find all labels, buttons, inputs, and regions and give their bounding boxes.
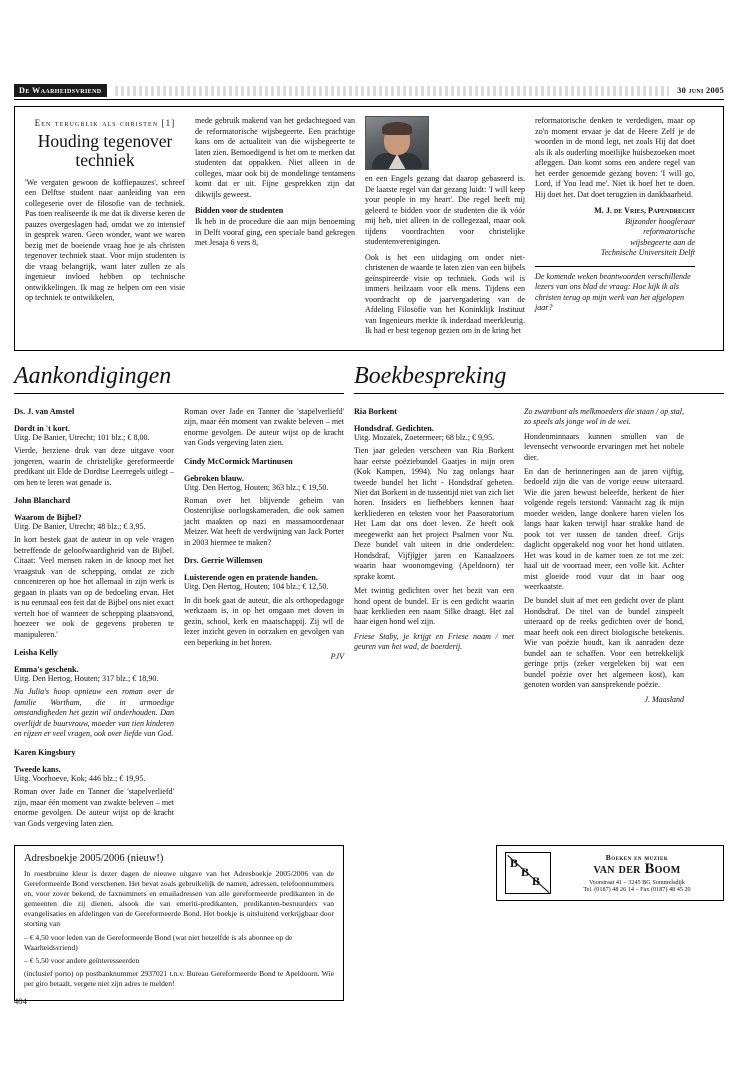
item-title: Emma's geschenk. <box>14 664 79 674</box>
price-item: – € 4,50 voor leden van de Gereformeerde Bond (wat niet hetzelfde is als abonnee op de Waarheidsvriend) <box>24 933 334 953</box>
advert-line-2: van der Boom <box>593 860 681 877</box>
adresboekje-footer: (inclusief porto) op postbanknummer 2937021 t.n.v. Bureau Gereformeerde Bond te Apeldoorn. Wie per giro betaalt, vergete niet zijn adres te melden! <box>24 969 334 989</box>
item-body: In kort bestek gaat de auteur in op vele vragen betreffende de geloofwaardigheid van de Bijbel. Citaat: 'Veel mensen raken in de knoop met het vraagstuk van de schepping, omdat ze zich concentreren op hoe het allemaal in zijn werk is gegaan in plaats van op de bedoeling ervan. Het is nu eenmaal een feit dat de Bijbel ons niet exact vertelt hoe of wanneer de schepping plaatsvond, hoezeer we ook de gegevens proberen te manipuleren.' <box>14 535 174 639</box>
article-column-1 <box>25 116 185 342</box>
advert-phone: Tel. (0187) 48 26 14 – Fax (0187) 48 45 20 <box>583 886 691 894</box>
signature-name: M. J. de Vries, Papendrecht <box>594 206 695 216</box>
article-afterword: De komende weken beantwoorden verschillende lezers van ons blad de vraag: Hoe kijk ik als christen terug op mijn werk van het afgelopen jaar? <box>535 266 695 314</box>
review-paragraph: De bundel sluit af met een gedicht over de plant Hondsdraf. De titel van de bundel zinspeelt uiteraard op de reeks gedichten over de hond, maar heeft ook een direct biologische betekenis. Wie van poëzie houdt, kan ik aanraden deze bundel aan te schaffen. Voor een betrekkelijk geringe prijs (zeker vergeleken bij wat een bundel poëzie over het algemeen kost), kan genoten worden van aansprekende poëzie. <box>524 596 684 690</box>
item-meta: Uitg. Voorhoeve, Kok; 446 blz.; € 19,95. <box>14 773 146 783</box>
item-body: Vierde, herziene druk van deze uitgave voor jongeren, waarin de christelijke gereformeerde predikant uit Elde de Dordtse Leerregels uitlegt – om hen te leren wat genade is. <box>14 446 174 487</box>
article-paragraph: Ook is het een uitdaging om onder niet-christenen de waarde te laten zien van een bijbels geïnspireerde visie op techniek. Gods wil is immers heilzaam voor elk mens. Tijdens een voordracht op de jaarvergadering van de Afdeling Filosofie van het Koninklijk Instituut van Ingenieurs merkte ik inderdaad meerkleurig. Ik had er best tegenop gezien om in de kring het <box>365 252 526 336</box>
price-item: – € 5,50 voor andere geïnteresseerden <box>24 956 334 966</box>
review-quote: Friese Staby, je krijgt en Friese naam / met geuren van het wad, de boerderij. <box>354 631 514 652</box>
item-meta: Uitg. Den Hertog, Houten; 104 blz.; € 12,50. <box>184 582 329 592</box>
article-column-2 <box>195 116 355 342</box>
review-paragraph: Hondenminnaars kunnen smullen van de levensecht verwoorde ervaringen met het nobele dier. <box>524 431 684 462</box>
review-paragraph: En dan de herinneringen aan de jaren vijftig, bedoeld zijn die van de vorige eeuw uiteraard. Wie die jaren bewust beleefde, herkent de hier volgende regels terstond: Vannacht zag ik mijn moeder weiden, lange donkere haren vielen los langs haar kaken terwijl haar strakke hand de pook tot ver tussen de tanden dreef. Grijs daglicht opgerakeld nog voor het hond uitlaten. Het was koud in de kamer toen ze tot me zei: haal uit de voorraad meer, een volle kit. Achter mist gloeide rood vuur dat in haar oog weerkaatste. <box>524 467 684 591</box>
masthead <box>14 84 724 100</box>
publisher-logo-icon: B B B <box>505 852 551 894</box>
review-paragraph: Tien jaar geleden verscheen van Ria Borkent haar eerste poëziebundel Gaatjes in mijn oren (Kok Kampen, 1994). Nu zag onlangs haar tweede bundel het licht - Hondsdraf geheten. Niet dat Borkent in de tussentijd niet van zich liet horen. Insiders en liefhebbers kennen haar kerkliederen en teksten voor het Paasoratorium Het Lam dat ons doet leven. Ze heeft ook meegewerkt aan het project Psalmen voor Nu. Deze bundel valt uiteen in drie onderdelen: Hondsdraf, Vijfjigjer jaren en Kanaalzoers waarin haar woonomgeving (Apeldoorn) ter sprake komt. <box>354 446 514 581</box>
section-rule <box>354 393 724 394</box>
item-author: Karen Kingsbury <box>14 747 76 757</box>
adresboekje-box <box>14 845 344 1001</box>
review-quote: Zo zwartbont als melkmoeders die staan / op stal, zo speels als jonge wol in de wei. <box>524 406 684 427</box>
publication-title: De Waarheidsvriend <box>14 84 107 97</box>
adresboekje-title: Adresboekje 2005/2006 (nieuw!) <box>24 852 164 864</box>
article-paragraph: Ik heb in de procedure die aan mijn benoeming in Delft vooraf ging, een speciale band gekregen met Jesaja 6 vers 8, <box>195 217 355 248</box>
review-initials: J. Maasland <box>644 694 684 704</box>
item-meta: Uitg. Den Hertog, Houten; 363 blz.; € 19,50. <box>184 482 329 492</box>
advert-address: Voorstraat 41 – 3245 BG Sommelsdijk <box>589 879 685 887</box>
article-subheading: Bidden voor de studenten <box>195 206 284 216</box>
signature-line: Technische Universiteit Delft <box>600 248 695 258</box>
announcements-column-2 <box>184 404 344 833</box>
review-author: Ria Borkent <box>354 406 397 416</box>
review-meta: Uitg. Mozaïek, Zoetermeer; 68 blz.; € 9,95. <box>354 432 495 442</box>
article-paragraph: en een Engels gezang dat daarop gebaseerd is. De laatste regel van dat gezang luidt: 'I will keep your people in my heart'. Die regel heeft mij geleerd te bidden voor de studenten die ik vóór mij heb, niet alleen in de collegezaal, maar ook tijdens voordrachten voor christelijke studentenverenigingen. <box>365 174 525 247</box>
advert-text <box>559 853 715 893</box>
article-paragraph: mede gebruik makend van het gedachtegoed van de reformatorische wijsbegeerte. Een prachtige kans om de actualiteit van die wijsbegeerte te laten zien. Bemoedigend is het om te merken dat studenten dat oppakken. Niet alleen in de colleges, maar ook bij de mondelinge tentamens komt dat er uit. Fijne gesprekken zijn dat dikwijls geweest. <box>195 116 355 199</box>
lower-columns <box>14 404 724 833</box>
section-rule <box>14 393 344 394</box>
announcements-column-1 <box>14 404 174 833</box>
article-column-3 <box>365 116 525 342</box>
item-initials: PJV <box>330 651 344 661</box>
author-portrait <box>365 116 429 170</box>
item-author: Cindy McCormick Martinusen <box>184 456 293 466</box>
item-meta: Uitg. De Banier, Utrecht; 101 blz.; € 8,00. <box>14 432 150 442</box>
advert-line-1: Boeken en muziek <box>605 852 669 862</box>
page-sheet <box>14 84 724 1001</box>
review-column-2 <box>524 404 684 833</box>
item-title: Tweede kans. <box>14 764 61 774</box>
section-heading-review: Boekbespreking <box>354 362 507 389</box>
article-kicker: Een terugblik als christen [1] <box>34 118 176 128</box>
feature-article <box>14 106 724 351</box>
item-body: Roman over Jade en Tanner die 'stapelverliefd' zijn, maar één moment van zwakte beleven – met enorme gevolgen. De auteur wijst op de kracht van Gods vergeving laten zien. <box>14 787 174 828</box>
item-title: Gebroken blauw. <box>184 473 244 483</box>
adresboekje-body: In roestbruine kleur is dezer dagen de nieuwe uitgave van het Adresboekje 2005/2006 van de Gereformeerde Bond verschenen. Het bevat zoals gebruikelijk de namen, adressen, telefoonnummers en, voor zover bekend, de faxnummers en emailadressen van alle gereformeerde predikanten in de gemeenten die zij dienen, alsook die van emeriti-predikanten, predikanten-bestuurders van evangelisaties en afdelingen van de Gereformeerde Bond. Het boekje is uitsluitend verkrijgbaar door storting van <box>24 868 334 929</box>
review-title: Hondsdraf. Gedichten. <box>354 423 434 433</box>
signature-line: Bijzonder hoogleraar <box>625 216 695 226</box>
item-author: Ds. J. van Amstel <box>14 406 75 416</box>
item-title: Luisterende ogen en pratende handen. <box>184 573 318 583</box>
page-number: 404 <box>14 996 27 1006</box>
article-column-4 <box>535 116 695 342</box>
review-paragraph: Met twintig gedichten over het bezit van een hond opent de bundel. Er is een gedicht waarin haar kerklieden een naam Silke draagt. Het zal haar eigen hond wel zijn. <box>354 586 514 627</box>
item-body: Na Julia's hoop opnieuw een roman over de familie Wortham, die in armoedige omstandigheden het gezin wil onderhouden. Dan overlijdt de buurvrouw, moeder van tien kinderen en rijzen er veel vragen, ook over liefde van God. <box>14 687 174 739</box>
article-paragraph: reformatorische denken te verdedigen, maar op zo'n moment ervaar je dat de Heere Zelf je de woorden in de mond legt, net zoals Hij dat doet als ik als ouderling moeilijke huisbezoeken moet afleggen. Dan komt soms een andere regel van het eerder genoemde gezang boven: 'I will go, Lord, if You lead me'. Niet ik hoef het te doen. Hij doet het. Dat doet terugzien in dankbaarheid. <box>535 116 695 199</box>
item-title: Dordt in 't kort. <box>14 423 70 433</box>
review-column-1 <box>354 404 514 833</box>
page-title: Houding tegenover techniek <box>37 131 173 170</box>
item-author: John Blanchard <box>14 496 71 505</box>
masthead-rule <box>115 86 670 96</box>
signature-line: wijsbegeerte aan de <box>630 237 695 247</box>
issue-date: 30 juni 2005 <box>677 86 724 95</box>
item-meta: Uitg. De Banier, Utrecht; 48 blz.; € 3,95. <box>14 522 146 531</box>
article-paragraph: 'We vergaten gewoon de koffiepauzes', schreef een Delftse student naar aanleiding van een collegeserie over de filosofie van de techniek. Pas toen realiseerde ik me dat ik diverse keren de pauzes overgeslagen had, omdat we zo intensief in gesprek waren. Geen wonder, want we waren bezig met de boeiende vraag hoe je als christen tegenover techniek staat. Voor mijn studenten is die vraag belangrijk, want later zullen ze als ingenieur invloed hebben op technische ontwikkelingen. Ik mag ze helpen om een visie op techniek te ontwikkelen, <box>25 177 185 303</box>
section-heading-announcements: Aankondigingen <box>14 362 172 389</box>
item-author: Drs. Gerrie Willemsen <box>184 556 263 566</box>
item-body-cont: Roman over Jade en Tanner die 'stapelverliefd' zijn, maar één moment van zwakte beleven – met enorme gevolgen. De auteur wijst op de kracht van Gods vergeving laten zien. <box>184 406 344 448</box>
signature-line: reformatorische <box>643 227 695 237</box>
item-meta: Uitg. Den Hertog, Houten; 317 blz.; € 18,90. <box>14 673 159 683</box>
item-author: Leisha Kelly <box>14 647 58 657</box>
item-body: In dit boek gaat de auteur, die als orthopedagoge werkzaam is, in op het omgaan met doven in gezin, school, kerk en maatschappij. Zij wil de lezer inzicht geven in oorzaken en gevolgen van een beperking in het horen. <box>184 595 344 647</box>
item-title: Waarom de Bijbel? <box>14 513 82 522</box>
adresboekje-prices <box>24 933 334 966</box>
advertisement[interactable] <box>496 845 724 901</box>
article-signature <box>535 206 695 259</box>
item-body: Roman over het blijvende geheim van Oostenrijkse oorlogskameraden, die ook samen jacht maakten op nazi en massamoordenaar Meizer. Wat heeft de verdwijning van Jack Porter in 2003 hiermee te maken? <box>184 496 344 547</box>
